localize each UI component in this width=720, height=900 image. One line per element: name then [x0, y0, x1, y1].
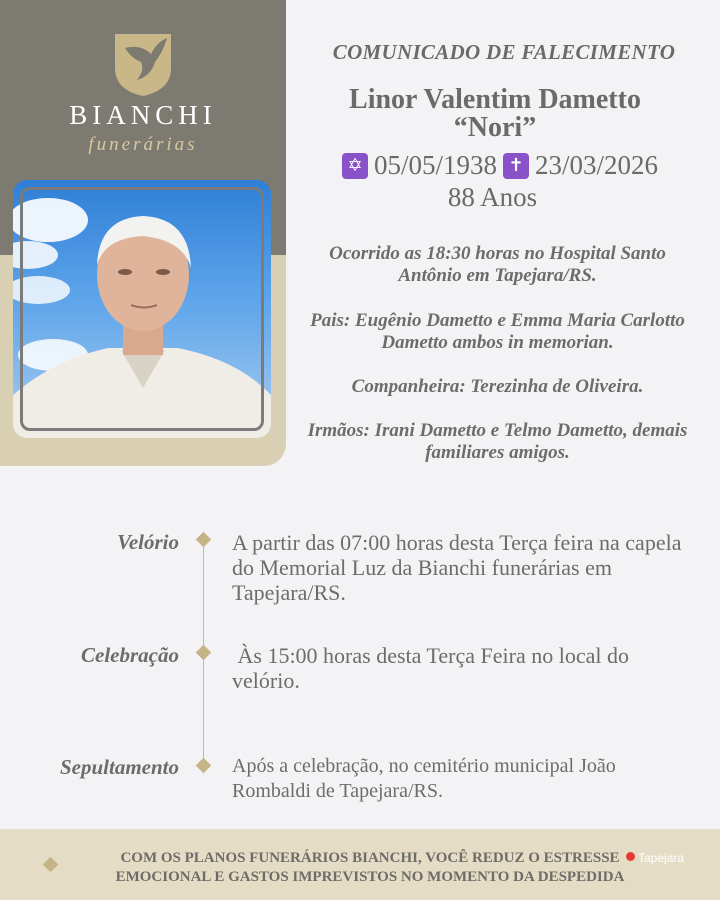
death-date: 23/03/2026	[535, 150, 659, 180]
brand-subtitle: funerárias	[88, 134, 198, 155]
footer-text	[60, 849, 680, 887]
event-label-celebracao: Celebração	[81, 643, 179, 667]
event-text-celebracao: Às 15:00 horas desta Terça Feira no local do velório.	[232, 643, 635, 693]
footer-line-1: COM OS PLANOS FUNERÁRIOS BIANCHI, VOCÊ REDUZ O ESTRESSE	[120, 850, 620, 866]
age: 88 Anos	[447, 182, 538, 212]
diamond-icon	[196, 758, 212, 774]
event-text-velorio: A partir das 07:00 horas desta Terça feira na capela do Memorial Luz da Bianchi funerárias em Tapejara/RS.	[232, 530, 682, 605]
deceased-photo	[13, 180, 271, 438]
occurrence-text: Ocorrido as 18:30 horas no Hospital Santo Antônio em Tapejara/RS.	[329, 243, 666, 286]
diamond-icon	[196, 645, 212, 661]
event-label-velorio: Velório	[117, 530, 179, 554]
deceased-nickname: “Nori”	[453, 112, 537, 143]
brand-name: BIANCHI	[69, 100, 217, 130]
notice-heading: COMUNICADO DE FALECIMENTO	[332, 40, 676, 64]
watermark-text: Tapejara	[638, 851, 685, 865]
partner-text: Companheira: Terezinha de Oliveira.	[351, 376, 644, 397]
footer-line-2: EMOCIONAL E GASTOS IMPREVISTOS NO MOMENTO DA DESPEDIDA	[115, 869, 625, 885]
life-dates	[300, 150, 700, 181]
star-of-david-icon: ✡	[342, 153, 368, 179]
parents-text: Pais: Eugênio Dametto e Emma Maria Carlotto Dametto ambos in memorian.	[310, 310, 685, 353]
event-text-sepultamento: Após a celebração, no cemitério municipal João Rombaldi de Tapejara/RS.	[232, 755, 616, 802]
dove-shield-icon	[111, 28, 175, 98]
footer-banner	[0, 829, 720, 900]
birth-date: 05/05/1938	[373, 150, 497, 180]
siblings-text: Irmãos: Irani Dametto e Telmo Dametto, demais familiares amigos.	[307, 420, 688, 463]
location-pin-icon	[626, 852, 635, 861]
cross-icon: ✝	[503, 153, 529, 179]
deceased-name: Linor Valentim Dametto	[349, 84, 641, 115]
event-label-sepultamento: Sepultamento	[59, 755, 179, 779]
diamond-icon	[196, 532, 212, 548]
